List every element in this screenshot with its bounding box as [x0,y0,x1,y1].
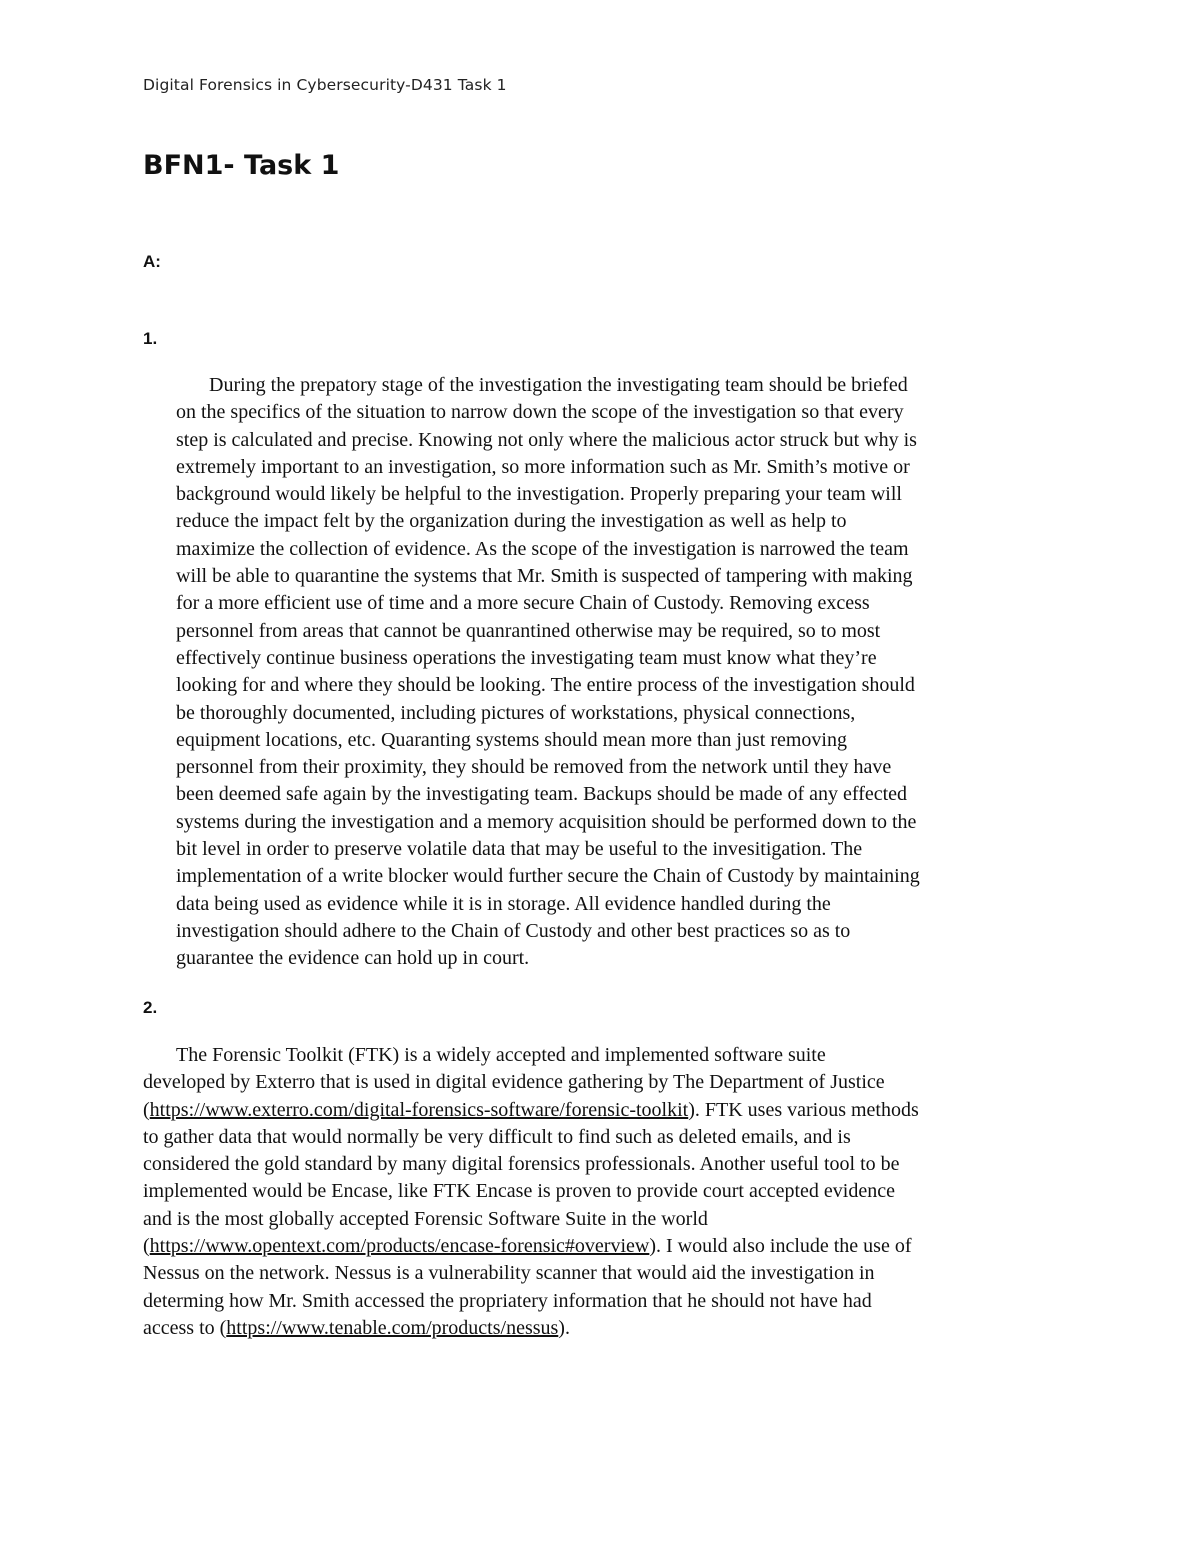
paragraph-line: equipment locations, etc. Quaranting systems should mean more than just removing [176,728,847,751]
paragraph-line: investigation should adhere to the Chain of Custody and other best practices so as to [176,919,851,942]
item-label-2: 2. [143,998,158,1017]
paragraph-line: been deemed safe again by the investigating team. Backups should be made of any effected [176,783,908,806]
paragraph-line: guarantee the evidence can hold up in court. [176,947,530,970]
paragraph-line: on the specifics of the situation to narrow down the scope of the investigation so that every [176,401,904,424]
paragraph-line: systems during the investigation and a memory acquisition should be performed down to the [176,810,917,833]
paren-open: ( [143,1235,150,1258]
paragraph-line: extremely important to an investigation, so more information such as Mr. Smith’s motive or [176,455,910,478]
paragraph-text: access to ( [143,1316,227,1339]
paragraph-line: implemented would be Encase, like FTK Encase is proven to provide court accepted evidence [143,1180,895,1203]
paragraph-line: personnel from their proximity, they should be removed from the network until they have [176,756,892,779]
paragraph-line: step is calculated and precise. Knowing not only where the malicious actor struck but why is [176,428,917,451]
paragraph-line: determing how Mr. Smith accessed the propriatery information that he should not have had [143,1289,872,1312]
paragraph-line: effectively continue business operations the investigating team must know what they’re [176,646,877,669]
item-label-1: 1. [143,329,158,348]
paragraph-line: for a more efficient use of time and a more secure Chain of Custody. Removing excess [176,592,870,615]
page-header: Digital Forensics in Cybersecurity-D431 Task 1 [143,76,507,94]
paren-open: ( [143,1098,150,1121]
paragraph-line: and is the most globally accepted Forensic Software Suite in the world [143,1207,708,1230]
item-1-paragraph [176,372,920,973]
paragraph-line: be thoroughly documented, including pictures of workstations, physical connections, [176,701,856,724]
paragraph-line: to gather data that would normally be very difficult to find such as deleted emails, and is [143,1125,851,1148]
paragraph-text: ). FTK uses various methods [688,1098,919,1121]
paragraph-line [143,1315,919,1342]
paragraph-line: will be able to quarantine the systems that Mr. Smith is suspected of tampering with making [176,565,913,588]
paragraph-line: reduce the impact felt by the organization during the investigation as well as help to [176,510,847,533]
paragraph-line: personnel from areas that cannot be quanrantined otherwise may be required, so to most [176,619,881,642]
paragraph-text: ). [558,1316,570,1339]
paragraph-line: maximize the collection of evidence. As the scope of the investigation is narrowed the team [176,537,909,560]
paragraph-line: bit level in order to preserve volatile data that may be useful to the invesitigation. The [176,838,863,861]
item-2-paragraph [143,1042,919,1342]
encase-link[interactable]: https://www.opentext.com/products/encase-forensic#overview [149,1235,650,1258]
nessus-link[interactable]: https://www.tenable.com/products/nessus [226,1316,559,1339]
paragraph-line: developed by Exterro that is used in digital evidence gathering by The Department of Justice [143,1071,885,1094]
paragraph-line [143,1097,919,1124]
paragraph-line: implementation of a write blocker would further secure the Chain of Custody by maintaining [176,865,920,888]
paragraph-line: The Forensic Toolkit (FTK) is a widely accepted and implemented software suite [176,1044,826,1066]
paragraph-line: considered the gold standard by many digital forensics professionals. Another useful tool to be [143,1153,900,1176]
ftk-link[interactable]: https://www.exterro.com/digital-forensics-software/forensic-toolkit [149,1098,689,1121]
paragraph-text: ). I would also include the use of [649,1235,912,1258]
paragraph-line: background would likely be helpful to the investigation. Properly preparing your team will [176,483,902,506]
section-label-a: A: [143,252,161,271]
document-title: BFN1- Task 1 [143,150,340,181]
paragraph-line [143,1233,919,1260]
paragraph-line: During the prepatory stage of the investigation the investigating team should be briefed [209,374,908,396]
paragraph-line: data being used as evidence while it is in storage. All evidence handled during the [176,892,831,915]
paragraph-line: looking for and where they should be looking. The entire process of the investigation should [176,674,915,697]
paragraph-line: Nessus on the network. Nessus is a vulnerability scanner that would aid the investigation in [143,1262,875,1285]
